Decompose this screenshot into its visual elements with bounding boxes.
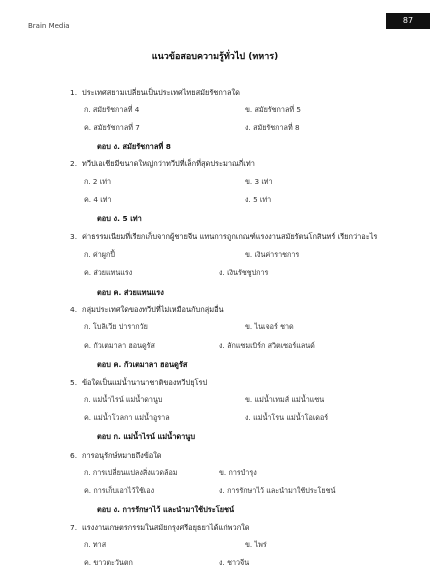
option: ข. สมัยรัชกาลที่ 5 — [245, 105, 301, 114]
answer: ตอบ ค. กัวเตมาลา ฮอนดูรัส — [97, 360, 188, 369]
question-number: 5. — [70, 378, 78, 387]
option: ข. 3 เท่า — [245, 177, 273, 186]
question-text: การอนุรักษ์หมายถึงข้อใด — [82, 451, 162, 460]
option: ข. การบำรุง — [219, 468, 257, 477]
option: ค. ขาวตะวันตก — [84, 558, 133, 567]
option: ง. สมัยรัชกาลที่ 8 — [245, 123, 300, 132]
option: ก. แม่น้ำไรน์ แม่น้ำดานูบ — [84, 395, 163, 404]
option: ค. แม่น้ำโวลกา แม่น้ำอูราล — [84, 413, 170, 422]
answer: ตอบ ง. สมัยรัชกาลที่ 8 — [97, 142, 171, 151]
option: ข. ไนเจอร์ ชาด — [245, 322, 294, 331]
question-number: 2. — [70, 159, 78, 168]
question-text: ข้อใดเป็นแม่น้ำนานาชาติของทวีปยุโรป — [82, 378, 208, 387]
option: ก. ค่าผูกปี้ — [84, 250, 115, 259]
option: ง. 5 เท่า — [245, 195, 272, 204]
option: ข. แม่น้ำเทมส์ แม่น้ำแซน — [245, 395, 325, 404]
option: ก. 2 เท่า — [84, 177, 112, 186]
option: ง. ชาวจีน — [219, 558, 250, 567]
question-text: ประเทศสยามเปลี่ยนเป็นประเทศไทยสมัยรัชกาลใด — [82, 88, 240, 97]
question-6 — [70, 450, 162, 462]
question-5 — [70, 377, 207, 389]
option: ค. 4 เท่า — [84, 195, 112, 204]
option: ค. การเก็บเอาไว้ใช้เอง — [84, 486, 155, 495]
page-number-badge: 87 — [386, 13, 430, 29]
option: ก. สมัยรัชกาลที่ 4 — [84, 105, 140, 114]
answer: ตอบ ก. แม่น้ำไรน์ แม่น้ำดานูบ — [97, 432, 196, 441]
option: ข. ไพร่ — [245, 540, 267, 549]
answer: ตอบ ง. 5 เท่า — [97, 214, 142, 223]
question-7 — [70, 522, 250, 534]
option: ข. เงินค่าราชการ — [245, 250, 300, 259]
question-text: กลุ่มประเทศใดของทวีปที่ไม่เหมือนกับกลุ่มอื่น — [82, 305, 224, 314]
option: ค. กัวเตมาลา ฮอนดูรัส — [84, 341, 155, 350]
option: ค. สมัยรัชกาลที่ 7 — [84, 123, 140, 132]
question-number: 3. — [70, 232, 78, 241]
question-2 — [70, 158, 255, 170]
question-number: 4. — [70, 305, 78, 314]
option: ง. เงินรัชชูปการ — [219, 268, 269, 277]
header-source: Brain Media — [28, 22, 70, 30]
option: ง. ลักแซมเบิร์ก สวิตเซอร์แลนด์ — [219, 341, 315, 350]
question-4 — [70, 304, 224, 316]
option: ก. ทาส — [84, 540, 107, 549]
option: ก. โบลิเวีย ปารากวัย — [84, 322, 148, 331]
question-number: 1. — [70, 88, 78, 97]
question-text: ทวีปเอเชียมีขนาดใหญ่กว่าทวีปที่เล็กที่สุดประมาณกี่เท่า — [82, 159, 255, 168]
question-1 — [70, 87, 240, 99]
option: ง. การรักษาไว้ และนำมาใช้ประโยชน์ — [219, 486, 336, 495]
option: ง. แม่น้ำโรน แม่น้ำโอเดอร์ — [245, 413, 329, 422]
question-text: แรงงานเกษตรกรรมในสมัยกรุงศรีอยุธยาได้แก่พวกใด — [82, 523, 250, 532]
answer: ตอบ ง. การรักษาไว้ และนำมาใช้ประโยชน์ — [97, 505, 235, 514]
answer: ตอบ ค. ส่วยแทนแรง — [97, 288, 164, 297]
option: ก. การเปลี่ยนแปลงสิ่งแวดล้อม — [84, 468, 178, 477]
option: ค. ส่วยแทนแรง — [84, 268, 133, 277]
question-number: 7. — [70, 523, 78, 532]
page-title: แนวข้อสอบความรู้ทั่วไป (ทหาร) — [151, 52, 279, 62]
question-3 — [70, 231, 377, 243]
question-text: ค่าธรรมเนียมที่เรียกเก็บจากผู้ชายจีน แทนการถูกเกณฑ์แรงงานสมัยรัตนโกสินทร์ เรียกว่าอะไร — [82, 232, 378, 241]
question-number: 6. — [70, 451, 78, 460]
